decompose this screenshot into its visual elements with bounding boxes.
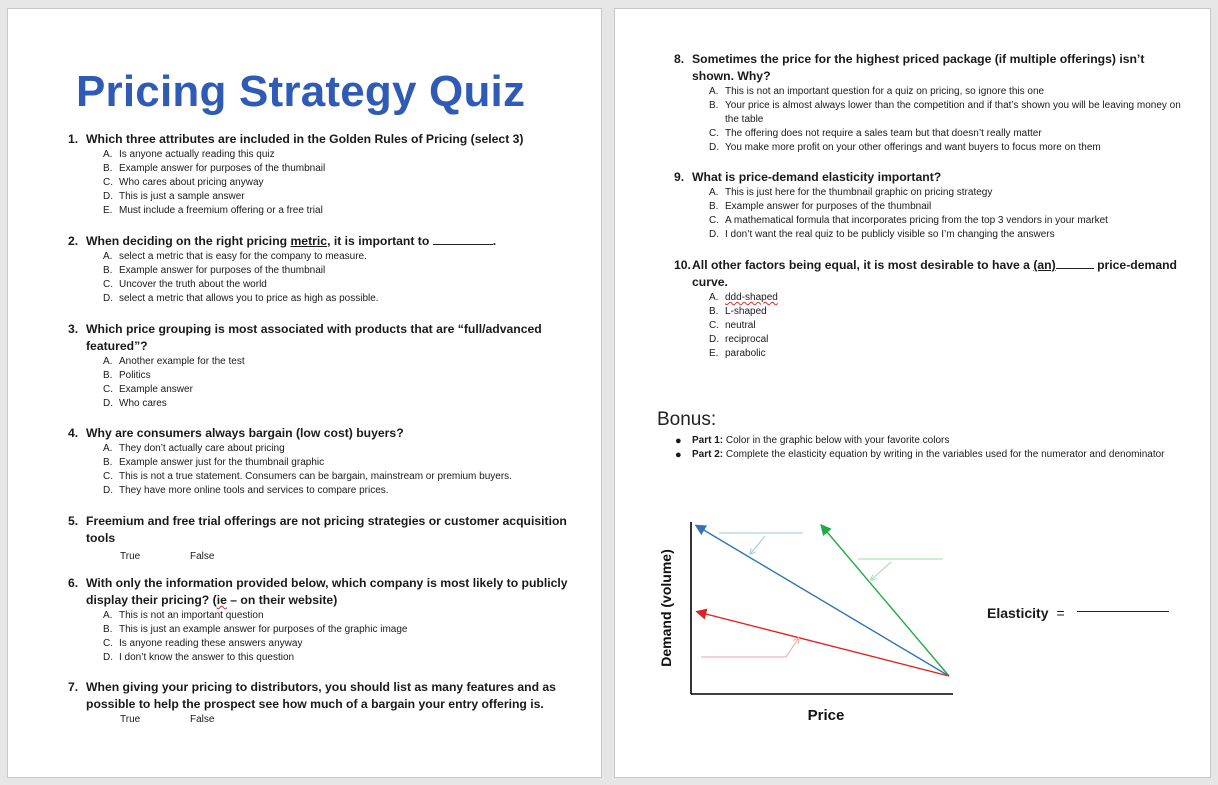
question-4 bbox=[68, 425, 588, 498]
option[interactable]: C. Who cares about pricing anyway bbox=[103, 177, 264, 188]
question-1 bbox=[68, 131, 588, 218]
question-number: 9. bbox=[674, 170, 685, 184]
true-false-row bbox=[68, 713, 588, 727]
bonus-title: Bonus: bbox=[657, 409, 717, 430]
question-number: 2. bbox=[68, 234, 79, 248]
question-text: When giving your pricing to distributors, you should list as many features and as bbox=[86, 680, 556, 694]
question-text: What is price-demand elasticity important? bbox=[692, 170, 942, 184]
green-callout-arrow bbox=[872, 562, 891, 579]
x-axis-label: Price bbox=[807, 707, 845, 724]
bonus-item: ● Part 2: Complete the elasticity equation by writing in the variables used for the numerator and denominator bbox=[675, 449, 1165, 461]
question-5 bbox=[68, 513, 588, 564]
question-text-cont: display their pricing? (ie – on their website) bbox=[86, 593, 338, 607]
question-text: All other factors being equal, it is most desirable to have a (an) price-demand bbox=[692, 258, 1177, 272]
option[interactable]: C. neutral bbox=[709, 320, 756, 331]
option[interactable]: D. They have more online tools and services to compare prices. bbox=[103, 485, 389, 496]
option[interactable]: A. Is anyone actually reading this quiz bbox=[103, 149, 275, 160]
option[interactable]: B. Politics bbox=[103, 370, 151, 381]
question-text-cont: tools bbox=[86, 531, 116, 545]
option[interactable]: A. They don’t actually care about pricing bbox=[103, 443, 285, 454]
option[interactable]: D. select a metric that allows you to price as high as possible. bbox=[103, 293, 379, 304]
options-list bbox=[68, 355, 588, 411]
question-text: Which three attributes are included in the Golden Rules of Pricing (select 3) bbox=[86, 132, 524, 146]
question-9 bbox=[674, 169, 1194, 242]
question-number: 1. bbox=[68, 132, 79, 146]
option[interactable]: A. This is not an important question for a quiz on pricing, so ignore this one bbox=[709, 86, 1045, 97]
answer-blank[interactable] bbox=[1056, 257, 1094, 269]
option[interactable]: C. Example answer bbox=[103, 384, 193, 395]
options-list bbox=[674, 291, 1199, 361]
question-text: When deciding on the right pricing metric, it is important to . bbox=[86, 234, 497, 248]
question-text: Which price grouping is most associated with products that are “full/advanced bbox=[86, 322, 542, 336]
option[interactable]: D. I don’t know the answer to this question bbox=[103, 652, 295, 663]
question-text-cont: possible to help the prospect see how much of a bargain your entry offering is. bbox=[86, 697, 544, 711]
option[interactable]: D. Who cares bbox=[103, 398, 167, 409]
question-text: With only the information provided below, which company is most likely to publicly bbox=[86, 576, 568, 590]
option[interactable]: C. Uncover the truth about the world bbox=[103, 279, 267, 290]
quiz-title: Pricing Strategy Quiz bbox=[76, 67, 526, 116]
blue-callout-arrow bbox=[751, 536, 765, 553]
question-number: 5. bbox=[68, 514, 79, 528]
options-list bbox=[68, 148, 588, 218]
question-number: 4. bbox=[68, 426, 79, 440]
question-number: 3. bbox=[68, 322, 79, 336]
question-number: 8. bbox=[674, 52, 685, 66]
equals-sign: = bbox=[1056, 605, 1065, 621]
option[interactable]: D. This is just a sample answer bbox=[103, 191, 245, 202]
option[interactable]: B. This is just an example answer for purposes of the graphic image bbox=[103, 624, 408, 635]
option[interactable]: B. Example answer just for the thumbnail graphic bbox=[103, 457, 325, 468]
y-axis-label: Demand (volume) bbox=[658, 549, 674, 667]
options-list bbox=[674, 186, 1194, 242]
blue-demand-line bbox=[697, 526, 949, 676]
question-3 bbox=[68, 321, 588, 411]
elasticity-label: Elasticity bbox=[987, 605, 1049, 621]
false-option[interactable]: False bbox=[190, 714, 215, 725]
page-right bbox=[614, 8, 1211, 778]
false-option[interactable]: False bbox=[190, 551, 215, 562]
question-text-cont: shown. Why? bbox=[692, 69, 771, 83]
option[interactable]: A. This is just here for the thumbnail graphic on pricing strategy bbox=[709, 187, 993, 198]
true-option[interactable]: True bbox=[120, 551, 141, 562]
bonus-item: ● Part 1: Color in the graphic below with your favorite colors bbox=[675, 435, 950, 447]
option[interactable]: D. You make more profit on your other offerings and want buyers to focus more on them bbox=[709, 142, 1101, 153]
question-text: Sometimes the price for the highest priced package (if multiple offerings) isn’t bbox=[692, 52, 1145, 66]
true-option[interactable]: True bbox=[120, 714, 141, 725]
question-7 bbox=[68, 679, 588, 727]
option[interactable]: C. A mathematical formula that incorporates pricing from the top 3 vendors in your market bbox=[709, 215, 1108, 226]
red-callout-arrow bbox=[786, 639, 798, 657]
question-text: Why are consumers always bargain (low cost) buyers? bbox=[86, 426, 404, 440]
question-text-cont: curve. bbox=[692, 275, 728, 289]
question-text-cont: featured”? bbox=[86, 339, 148, 353]
option[interactable]: B. Your price is almost always lower than the competition and if that’s shown you will be leaving money on the table bbox=[709, 100, 1181, 125]
option[interactable]: C. The offering does not require a sales team but that doesn’t really matter bbox=[709, 128, 1042, 139]
option[interactable]: C. Is anyone reading these answers anyway bbox=[103, 638, 303, 649]
option[interactable]: D. I don’t want the real quiz to be publicly visible so I’m changing the answers bbox=[709, 229, 1055, 240]
green-demand-line bbox=[822, 526, 949, 676]
option[interactable]: A. Another example for the test bbox=[103, 356, 245, 367]
question-6 bbox=[68, 575, 588, 665]
option[interactable]: B. L-shaped bbox=[709, 306, 767, 317]
question-number: 7. bbox=[68, 680, 79, 694]
option[interactable]: D. reciprocal bbox=[709, 334, 769, 345]
question-2 bbox=[68, 233, 588, 306]
elasticity-equation bbox=[987, 605, 1169, 621]
options-list bbox=[68, 442, 588, 498]
question-number: 10. bbox=[674, 258, 691, 272]
option[interactable]: A. select a metric that is easy for the company to measure. bbox=[103, 251, 367, 262]
bonus-list bbox=[675, 434, 1175, 462]
answer-blank[interactable] bbox=[433, 233, 493, 245]
option[interactable]: A. This is not an important question bbox=[103, 610, 264, 621]
question-8 bbox=[674, 51, 1194, 155]
page-left bbox=[7, 8, 602, 778]
question-number: 6. bbox=[68, 576, 79, 590]
options-list bbox=[674, 85, 1194, 155]
price-demand-graphic bbox=[653, 514, 963, 726]
true-false-row bbox=[68, 550, 588, 564]
option[interactable]: B. Example answer for purposes of the thumbnail bbox=[103, 265, 326, 276]
option[interactable]: E. parabolic bbox=[709, 348, 766, 359]
options-list bbox=[68, 250, 588, 306]
option[interactable]: B. Example answer for purposes of the thumbnail bbox=[709, 201, 932, 212]
option[interactable]: C. This is not a true statement. Consumers can be bargain, mainstream or premium buyers. bbox=[103, 471, 512, 482]
options-list bbox=[68, 609, 588, 665]
elasticity-answer-line[interactable] bbox=[1077, 611, 1169, 612]
option[interactable]: A. ddd-shaped bbox=[709, 292, 778, 303]
question-10 bbox=[674, 257, 1199, 361]
red-demand-line bbox=[698, 612, 949, 676]
option[interactable]: E. Must include a freemium offering or a free trial bbox=[103, 205, 323, 216]
question-text: Freemium and free trial offerings are not pricing strategies or customer acquisition bbox=[86, 514, 567, 528]
option[interactable]: B. Example answer for purposes of the thumbnail bbox=[103, 163, 326, 174]
